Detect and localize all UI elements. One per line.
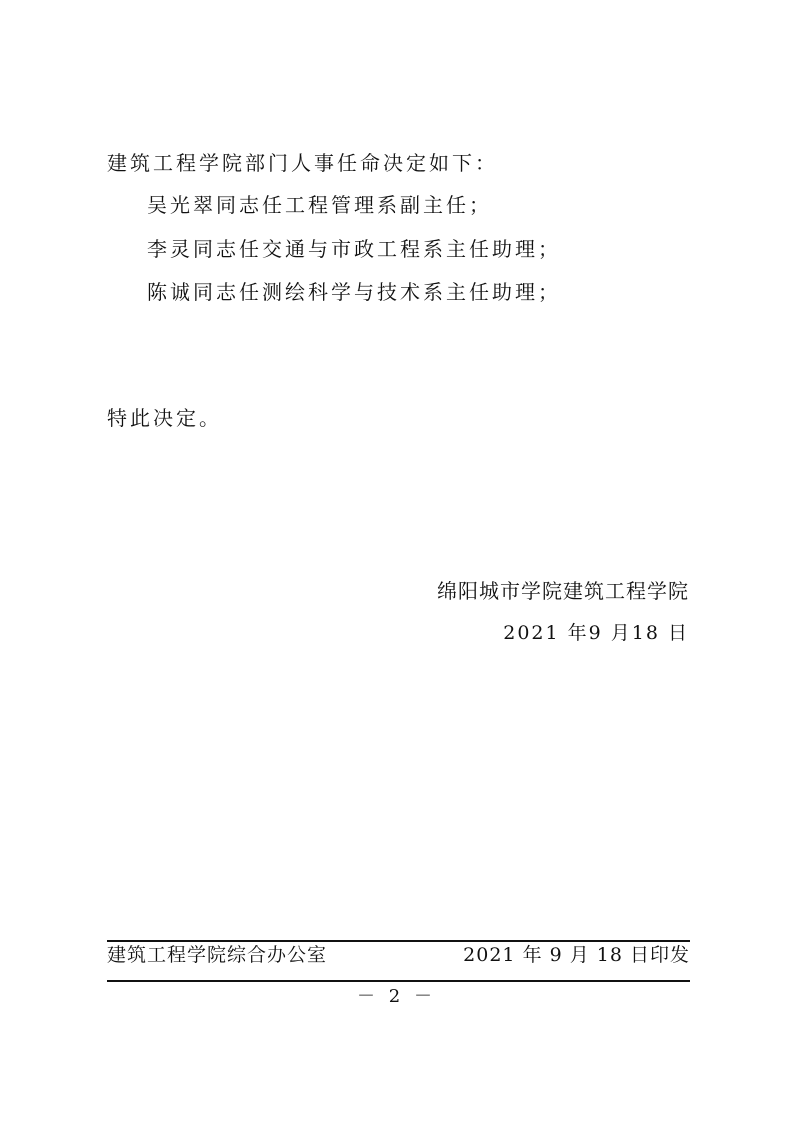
page-number: － 2 － [357, 986, 436, 1007]
intro-paragraph: 建筑工程学院部门人事任命决定如下： [107, 151, 498, 175]
appointment-item: 陈诚同志任测绘科学与技术系主任助理； [147, 280, 561, 304]
footer-bottom-rule [107, 980, 690, 982]
appointment-item: 吴光翠同志任工程管理系副主任； [147, 193, 492, 217]
footer-issue-date: 2021 年 9 月 18 日印发 [463, 944, 690, 966]
appointment-item: 李灵同志任交通与市政工程系主任助理； [147, 237, 561, 261]
signature-date: 2021 年9 月18 日 [503, 622, 689, 644]
signature-organization: 绵阳城市学院建筑工程学院 [437, 579, 689, 603]
closing-statement: 特此决定。 [107, 406, 222, 430]
footer-issuer: 建筑工程学院综合办公室 [107, 944, 328, 966]
